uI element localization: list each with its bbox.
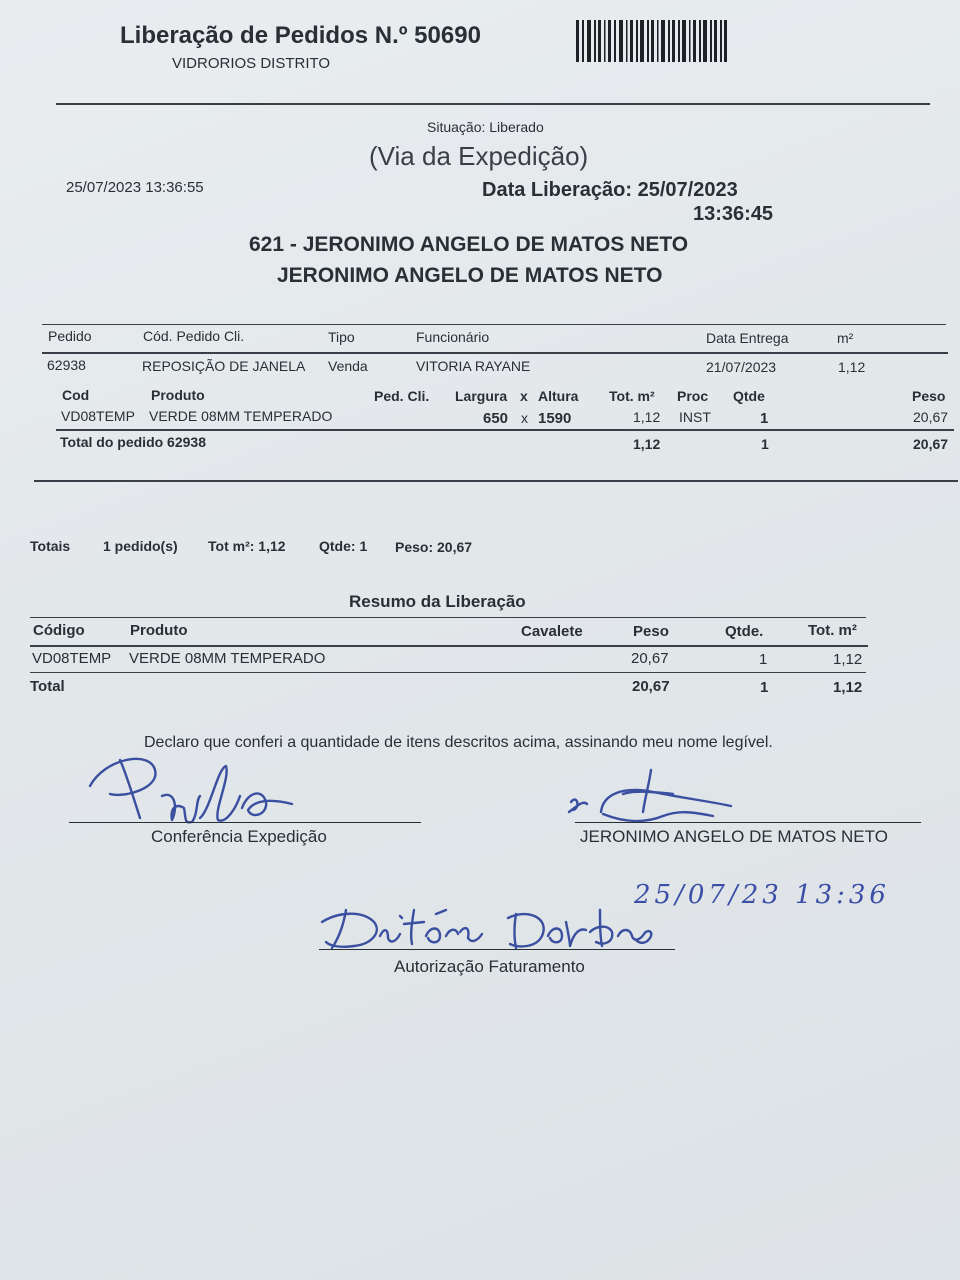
summary-peso: 20,67 — [631, 650, 669, 667]
order-total-qtde: 1 — [761, 436, 769, 452]
order-m2: 1,12 — [838, 359, 866, 375]
summary-total-label: Total — [30, 678, 65, 695]
order-total-label: Total do pedido 62938 — [60, 434, 206, 450]
order-total-rule — [56, 429, 954, 431]
summary-title: Resumo da Liberação — [349, 592, 526, 611]
order-total-m2: 1,12 — [633, 436, 661, 452]
item-peso-header: Peso — [912, 388, 946, 404]
autorizacao-signature-line — [319, 949, 675, 950]
print-datetime: 25/07/2023 13:36:55 — [66, 179, 204, 196]
col-tipo-header: Tipo — [328, 329, 355, 345]
client-label: JERONIMO ANGELO DE MATOS NETO — [580, 827, 888, 846]
item-largura-header: Largura — [455, 388, 508, 404]
item-x-header: x — [520, 388, 528, 404]
col-cod-pedido-cli-header: Cód. Pedido Cli. — [143, 328, 245, 344]
order-tipo: Venda — [328, 358, 368, 374]
order-data-entrega: 21/07/2023 — [706, 359, 777, 375]
totals-qtde: Qtde: 1 — [319, 538, 368, 554]
summary-tot-m2-header: Tot. m² — [808, 622, 857, 639]
totals-pedidos: 1 pedido(s) — [103, 538, 178, 554]
order-funcionario: VITORIA RAYANE — [416, 358, 531, 374]
conferencia-signature-line — [69, 822, 421, 823]
summary-produto-header: Produto — [130, 622, 188, 639]
document-title: Liberação de Pedidos N.º 50690 — [120, 22, 481, 49]
client-signature — [563, 764, 763, 834]
item-x: x — [521, 410, 528, 426]
totals-m2: Tot m²: 1,12 — [208, 538, 286, 554]
release-date: Data Liberação: 25/07/2023 — [482, 179, 738, 201]
item-qtde-header: Qtde — [733, 388, 765, 404]
col-funcionario-header: Funcionário — [416, 329, 490, 345]
item-tot-m2: 1,12 — [633, 409, 661, 425]
company-name: VIDRORIOS DISTRITO — [172, 55, 331, 72]
item-qtde: 1 — [760, 410, 769, 427]
handwritten-datetime: 25/07/23 13:36 — [634, 880, 890, 910]
col-pedido-header: Pedido — [48, 328, 92, 344]
item-altura-header: Altura — [538, 388, 579, 404]
summary-qtde: 1 — [759, 651, 768, 668]
order-header-rule — [42, 352, 948, 354]
item-cod: VD08TEMP — [61, 408, 135, 424]
col-data-entrega-header: Data Entrega — [706, 330, 789, 346]
totals-peso: Peso: 20,67 — [395, 539, 473, 555]
summary-qtde-header: Qtde. — [725, 623, 764, 640]
summary-total-qtde: 1 — [760, 679, 769, 696]
item-proc: INST — [679, 409, 711, 425]
order-section-bottom-rule — [34, 480, 958, 482]
summary-codigo-header: Código — [33, 622, 85, 639]
summary-top-rule — [30, 617, 866, 618]
item-altura: 1590 — [538, 410, 572, 427]
client-signature-line — [575, 822, 921, 823]
order-total-peso: 20,67 — [913, 436, 949, 452]
autorizacao-signature — [318, 892, 658, 962]
barcode — [576, 20, 728, 62]
summary-peso-header: Peso — [633, 623, 669, 640]
item-produto: VERDE 08MM TEMPERADO — [149, 408, 333, 424]
item-peso: 20,67 — [913, 409, 949, 425]
copy-label: (Via da Expedição) — [369, 141, 589, 171]
summary-total-peso: 20,67 — [632, 678, 670, 695]
item-ped-cli-header: Ped. Cli. — [374, 388, 430, 404]
item-produto-header: Produto — [151, 387, 205, 403]
summary-total-tot-m2: 1,12 — [833, 679, 863, 696]
summary-header-rule — [30, 645, 868, 647]
item-proc-header: Proc — [677, 388, 709, 404]
declaration-text: Declaro que conferi a quantidade de itens descritos acima, assinando meu nome legível. — [144, 734, 773, 751]
client-line-1: 621 - JERONIMO ANGELO DE MATOS NETO — [249, 233, 689, 256]
client-line-2: JERONIMO ANGELO DE MATOS NETO — [277, 264, 663, 287]
release-time: 13:36:45 — [693, 203, 774, 225]
col-m2-header: m² — [837, 330, 854, 346]
conferencia-label: Conferência Expedição — [151, 827, 327, 846]
autorizacao-label: Autorização Faturamento — [394, 957, 585, 976]
item-cod-header: Cod — [62, 387, 90, 403]
summary-produto: VERDE 08MM TEMPERADO — [129, 650, 326, 667]
order-cod-pedido-cli: REPOSIÇÃO DE JANELA — [142, 358, 306, 374]
summary-cavalete-header: Cavalete — [521, 623, 583, 640]
summary-total-rule — [30, 672, 866, 673]
totals-label: Totais — [30, 538, 71, 554]
status-text: Situação: Liberado — [427, 119, 544, 135]
item-tot-m2-header: Tot. m² — [609, 388, 655, 404]
conferencia-signature — [80, 748, 340, 838]
order-pedido: 62938 — [47, 357, 86, 373]
order-table-top-rule — [42, 324, 946, 325]
summary-codigo: VD08TEMP — [32, 650, 112, 667]
summary-tot-m2: 1,12 — [833, 651, 863, 668]
item-largura: 650 — [483, 410, 509, 427]
header-divider — [56, 103, 930, 105]
